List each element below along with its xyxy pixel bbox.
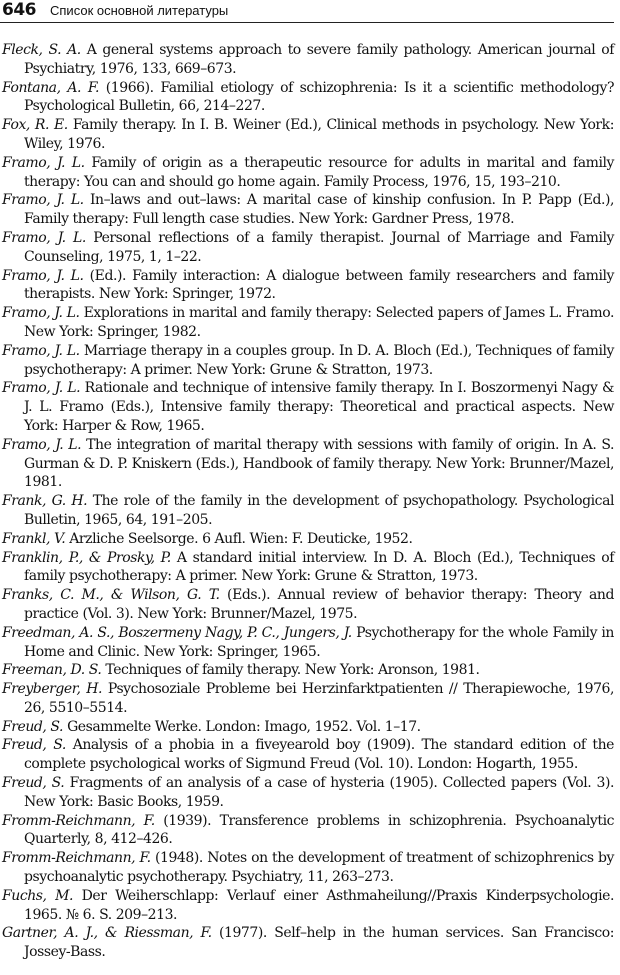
- reference-text: The role of the family in the development of psychopathology. Psychological Bulletin, 1965, 64, 191–205.: [24, 493, 615, 528]
- reference-entry: [2, 304, 614, 342]
- reference-entry: [2, 267, 614, 305]
- reference-entry: [2, 718, 614, 737]
- reference-entry: [2, 79, 614, 117]
- reference-author: Framo, J. L.: [2, 267, 84, 284]
- reference-entry: [2, 492, 614, 530]
- reference-author: Frankl, V.: [2, 530, 66, 547]
- reference-entry: [2, 924, 614, 962]
- reference-author: Framo, J. L.: [2, 192, 84, 209]
- reference-list: [2, 41, 614, 962]
- reference-entry: [2, 661, 614, 680]
- reference-author: Fromm-Reichmann, F.: [2, 812, 155, 829]
- reference-text: In–laws and out–laws: A marital case of kinship confusion. In P. Papp (Ed.), Family therapy: Full length case studies. New York: Gardner Press, 1978.: [24, 192, 614, 228]
- reference-entry: [2, 191, 614, 229]
- reference-author: Freud, S.: [2, 775, 65, 792]
- reference-author: Framo, J. L.: [2, 229, 86, 246]
- reference-text: (1948). Notes on the development of treatment of schizophrenics by psychoanalytic psychotherapy. Psychiatry, 11, 263–273.: [24, 850, 614, 886]
- reference-text: Arzliche Seelsorge. 6 Aufl. Wien: F. Deuticke, 1952.: [65, 530, 413, 547]
- reference-author: Framo, J. L.: [2, 305, 80, 322]
- reference-author: Fleck, S. A.: [2, 42, 81, 58]
- reference-entry: [2, 680, 614, 718]
- reference-text: A general systems approach to severe family pathology. American journal of Psychiatry, 1976, 133, 669–673.: [24, 42, 614, 77]
- reference-author: Freyberger, H.: [2, 681, 103, 698]
- reference-text: Gesammelte Werke. London: Imago, 1952. Vol. 1–17.: [63, 718, 421, 735]
- reference-author: Fontana, A. F.: [2, 79, 99, 96]
- reference-author: Fuchs, M.: [2, 887, 74, 904]
- reference-text: Psychosoziale Probleme bei Herzinfarktpatienten // Therapiewoche, 1976, 26, 5510–5514.: [24, 681, 614, 716]
- reference-entry: [2, 436, 614, 492]
- reference-entry: [2, 774, 614, 812]
- reference-author: Gartner, A. J., & Riessman, F.: [2, 925, 212, 942]
- reference-text: (Eds.). Annual review of behavior therapy: Theory and practice (Vol. 3). New York: Brunner/Mazel, 1975.: [24, 587, 614, 622]
- reference-author: Franklin, P., & Prosky, P.: [2, 549, 171, 566]
- reference-entry: [2, 154, 614, 192]
- reference-text: Rationale and technique of intensive family therapy. In I. Boszormenyi Nagy & J. L. Framo (Eds.), Intensive family therapy: Theoretical and practical aspects. New York: Harper & Row, 1965.: [24, 380, 614, 434]
- page-number: 646: [2, 0, 36, 20]
- reference-text: Techniques of family therapy. New York: Aronson, 1981.: [101, 662, 480, 679]
- reference-text: Personal reflections of a family therapist. Journal of Marriage and Family Counseling, 1975, 1, 1–22.: [24, 229, 614, 265]
- reference-entry: [2, 342, 614, 380]
- reference-entry: [2, 887, 614, 925]
- reference-entry: [2, 586, 614, 624]
- reference-entry: [2, 379, 614, 435]
- reference-text: Family of origin as a therapeutic resource for adults in marital and family therapy: You can and should go home again. Family Process, 1976, 15, 193–210.: [24, 154, 614, 190]
- reference-author: Franks, C. M., & Wilson, G. T.: [2, 587, 220, 604]
- reference-text: Analysis of a phobia in a fiveyearold boy (1909). The standard edition of the complete psychological works of Sigmund Freud (Vol. 10). London: Hogarth, 1955.: [24, 737, 614, 773]
- reference-author: Freeman, D. S.: [2, 662, 102, 679]
- reference-text: (1939). Transference problems in schizophrenia. Psychoanalytic Quarterly, 8, 412–426.: [24, 812, 614, 848]
- page-header: [0, 0, 614, 23]
- reference-author: Fromm-Reichmann, F.: [2, 850, 151, 867]
- reference-text: (Ed.). Family interaction: A dialogue between family researchers and family therapists. New York: Springer, 1972.: [24, 267, 614, 303]
- reference-entry: [2, 812, 614, 850]
- reference-entry: [2, 549, 614, 587]
- reference-entry: [2, 736, 614, 774]
- reference-author: Freedman, A. S., Boszermeny Nagy, P. C., Jungers, J.: [2, 624, 352, 641]
- reference-author: Frank, G. H.: [2, 493, 88, 510]
- reference-text: (1977). Self–help in the human services. San Francisco: Jossey-Bass.: [24, 925, 614, 961]
- reference-entry: [2, 624, 614, 662]
- running-title: Список основной литературы: [50, 3, 229, 18]
- reference-text: A standard initial interview. In D. A. Bloch (Ed.), Techniques of family psychotherapy: A primer. New York: Grune & Stratton, 1973.: [24, 549, 614, 585]
- reference-entry: [2, 41, 614, 79]
- reference-author: Framo, J. L.: [2, 342, 80, 359]
- reference-author: Fox, R. E.: [2, 117, 68, 134]
- reference-entry: [2, 849, 614, 887]
- reference-author: Framo, J. L.: [2, 154, 85, 171]
- reference-author: Framo, J. L.: [2, 436, 82, 453]
- reference-author: Freud, S.: [2, 718, 64, 735]
- reference-text: Family therapy. In I. B. Weiner (Ed.), Clinical methods in psychology. New York: Wiley, 1976.: [24, 117, 614, 152]
- reference-author: Framo, J. L.: [2, 380, 81, 397]
- reference-text: Explorations in marital and family therapy: Selected papers of James L. Framo. New York: Springer, 1982.: [24, 305, 614, 340]
- reference-entry: [2, 530, 614, 549]
- reference-text: Fragments of an analysis of a case of hysteria (1905). Collected papers (Vol. 3). New York: Basic Books, 1959.: [24, 775, 614, 810]
- reference-author: Freud, S.: [2, 737, 66, 754]
- reference-text: Der Weiherschlapp: Verlauf einer Asthmaheilung//Praxis Kinderpsychologie. 1965. № 6. S. 209–213.: [24, 887, 614, 923]
- reference-entry: [2, 229, 614, 267]
- reference-text: Marriage therapy in a couples group. In D. A. Bloch (Ed.), Techniques of family psychotherapy: A primer. New York: Grune & Stratton, 1973.: [24, 342, 614, 378]
- reference-text: (1966). Familial etiology of schizophrenia: Is it a scientific methodology? Psychological Bulletin, 66, 214–227.: [24, 79, 615, 115]
- reference-entry: [2, 116, 614, 154]
- reference-text: Psychotherapy for the whole Family in Home and Clinic. New York: Springer, 1965.: [24, 624, 614, 660]
- reference-text: The integration of marital therapy with sessions with family of origin. In A. S. Gurman & D. P. Kniskern (Eds.), Handbook of family therapy. New York: Brunner/Mazel, 1981.: [24, 436, 614, 491]
